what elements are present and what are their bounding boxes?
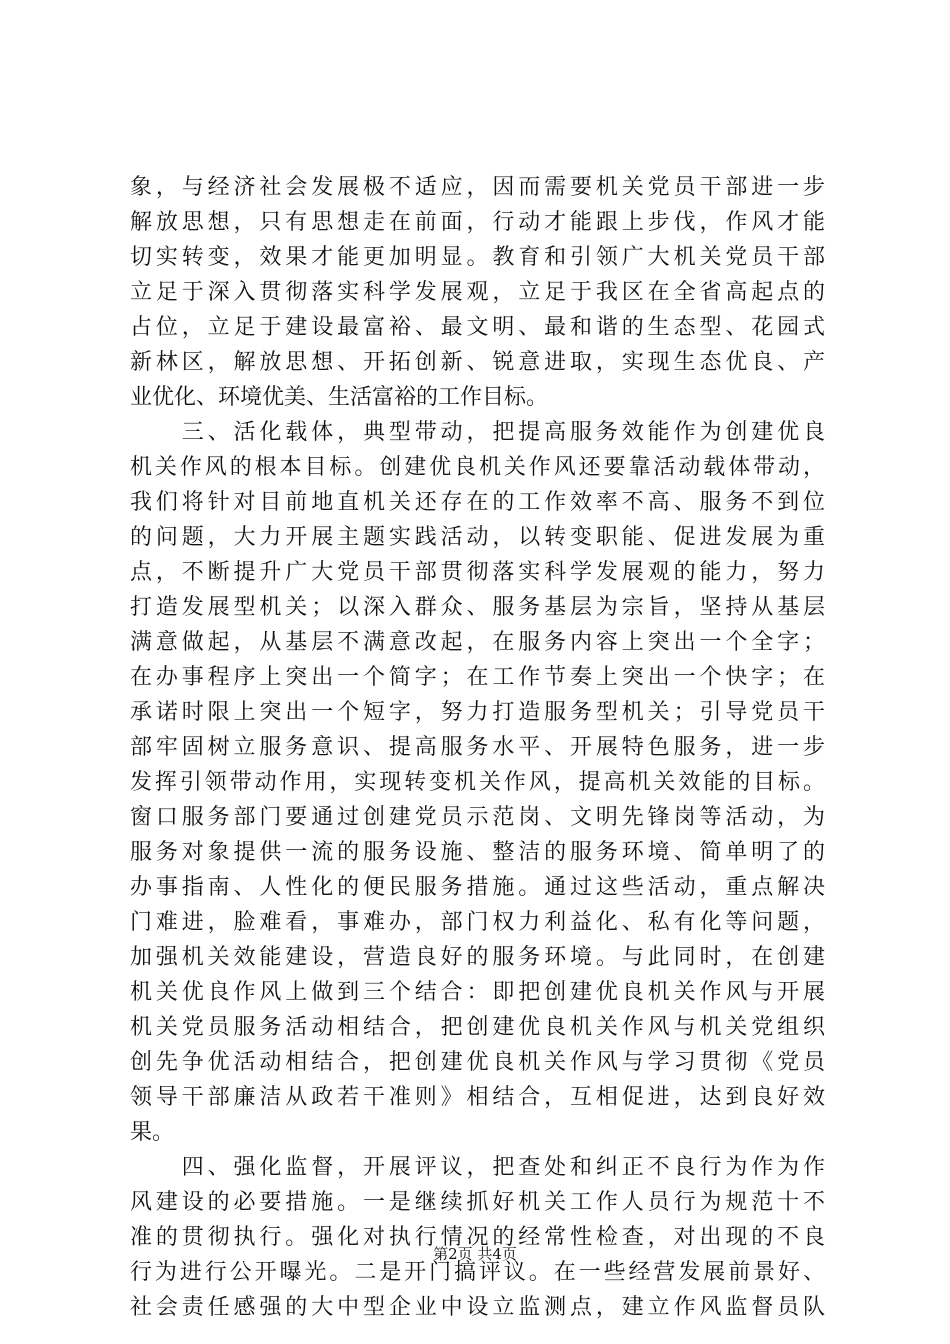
text-line: 三、活化载体，典型带动，把提高服务效能作为创建优良 <box>130 420 825 445</box>
text-line: 打造发展型机关；以深入群众、服务基层为宗旨，坚持从基层 <box>130 595 825 620</box>
text-line: 领导干部廉洁从政若干准则》相结合，互相促进，达到良好效 <box>130 1085 825 1110</box>
text-line: 机关作风的根本目标。创建优良机关作风还要靠活动载体带动， <box>130 455 825 480</box>
text-line: 象，与经济社会发展极不适应，因而需要机关党员干部进一步 <box>130 175 825 200</box>
document-body <box>130 170 825 1325</box>
page-footer: 第2页 共4页 <box>433 1245 517 1263</box>
text-line: 新林区，解放思想、开拓创新、锐意进取，实现生态优良、产 <box>130 350 825 375</box>
text-line: 办事指南、人性化的便民服务措施。通过这些活动，重点解决 <box>130 875 825 900</box>
text-line: 风建设的必要措施。一是继续抓好机关工作人员行为规范十不 <box>130 1190 825 1215</box>
text-line: 立足于深入贯彻落实科学发展观，立足于我区在全省高起点的 <box>130 280 825 305</box>
text-line: 机关党员服务活动相结合，把创建优良机关作风与机关党组织 <box>130 1015 825 1040</box>
text-line: 机关优良作风上做到三个结合：即把创建优良机关作风与开展 <box>130 980 825 1005</box>
text-line: 解放思想，只有思想走在前面，行动才能跟上步伐，作风才能 <box>130 210 825 235</box>
text-line: 部牢固树立服务意识、提高服务水平、开展特色服务，进一步 <box>130 735 825 760</box>
text-line: 的问题，大力开展主题实践活动，以转变职能、促进发展为重 <box>130 525 825 550</box>
text-line: 窗口服务部门要通过创建党员示范岗、文明先锋岗等活动，为 <box>130 805 825 830</box>
text-line: 在办事程序上突出一个简字；在工作节奏上突出一个快字；在 <box>130 665 825 690</box>
text-line: 业优化、环境优美、生活富裕的工作目标。 <box>130 385 549 410</box>
text-line: 服务对象提供一流的服务设施、整洁的服务环境、简单明了的 <box>130 840 825 865</box>
text-line: 门难进，脸难看，事难办，部门权力利益化、私有化等问题， <box>130 910 825 935</box>
text-line: 四、强化监督，开展评议，把查处和纠正不良行为作为作 <box>130 1155 825 1180</box>
text-line: 切实转变，效果才能更加明显。教育和引领广大机关党员干部 <box>130 245 825 270</box>
text-line: 承诺时限上突出一个短字，努力打造服务型机关；引导党员干 <box>130 700 825 725</box>
text-line: 创先争优活动相结合，把创建优良机关作风与学习贯彻《党员 <box>130 1050 825 1075</box>
text-line: 行为进行公开曝光。二是开门搞评议。在一些经营发展前景好、 <box>130 1260 825 1285</box>
text-line: 我们将针对目前地直机关还存在的工作效率不高、服务不到位 <box>130 490 825 515</box>
text-line: 加强机关效能建设，营造良好的服务环境。与此同时，在创建 <box>130 945 825 970</box>
text-line: 准的贯彻执行。强化对执行情况的经常性检查，对出现的不良 <box>130 1225 825 1250</box>
text-line: 社会责任感强的大中型企业中设立监测点，建立作风监督员队 <box>130 1295 825 1320</box>
text-line: 占位，立足于建设最富裕、最文明、最和谐的生态型、花园式 <box>130 315 825 340</box>
text-line: 发挥引领带动作用，实现转变机关作风，提高机关效能的目标。 <box>130 770 825 795</box>
text-line: 果。 <box>130 1120 175 1145</box>
text-line: 满意做起，从基层不满意改起，在服务内容上突出一个全字； <box>130 630 825 655</box>
text-line: 点，不断提升广大党员干部贯彻落实科学发展观的能力，努力 <box>130 560 825 585</box>
